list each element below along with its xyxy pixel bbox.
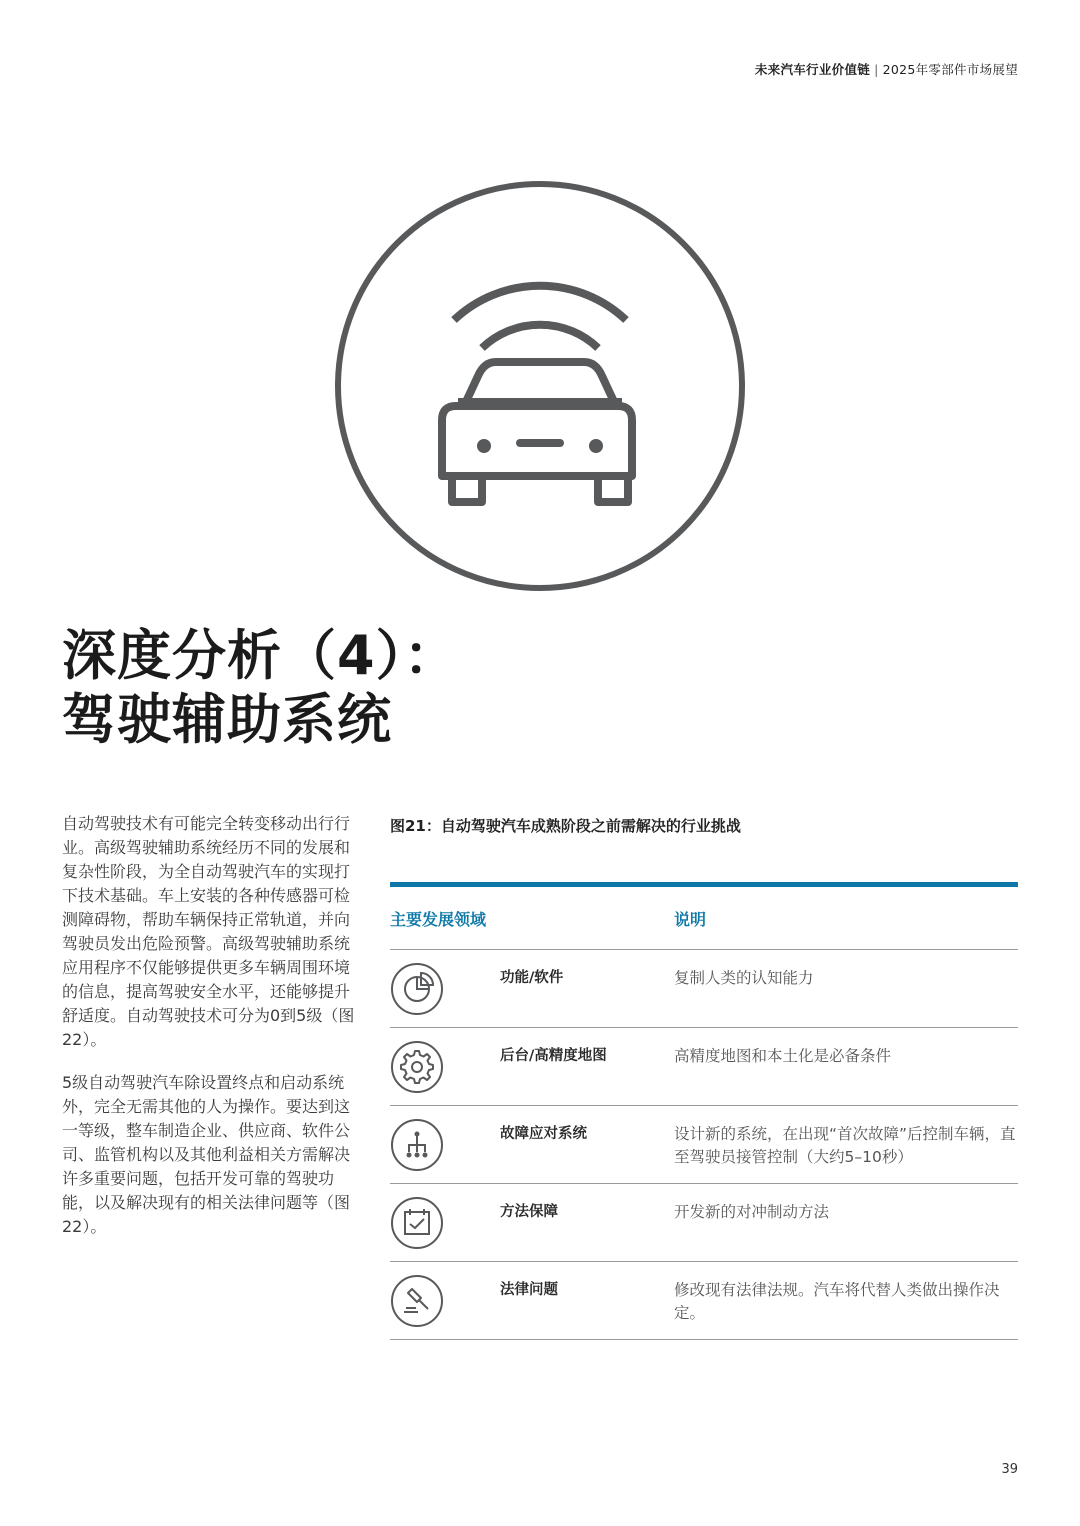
calendar-check-icon	[390, 1196, 444, 1250]
figure-21	[390, 814, 1018, 1340]
body-paragraph: 自动驾驶技术有可能完全转变移动出行行业。高级驾驶辅助系统经历不同的发展和复杂性阶段，为全自动驾驶汽车的实现打下技术基础。车上安装的各种传感器可检测障碍物，帮助车辆保持正常轨道，并向驾驶员发出危险预警。高级驾驶辅助系统应用程序不仅能够提供更多车辆周围环境的信息，提高驾驶安全水平，还能够提升舒适度。自动驾驶技术可分为0到5级（图22）。	[62, 814, 355, 1049]
row-area: 后台/高精度地图	[500, 1048, 607, 1064]
gear-icon	[390, 1040, 444, 1094]
table-row	[390, 1028, 1018, 1106]
header-series: 未来汽车行业价值链	[754, 62, 871, 77]
column-header-description: 说明	[674, 909, 707, 929]
header-separator: |	[874, 62, 879, 77]
body-paragraph: 5级自动驾驶汽车除设置终点和启动系统外，完全无需其他的人为操作。要达到这一等级，整车制造企业、供应商、软件公司、监管机构以及其他利益相关方需解决许多重要问题，包括开发可靠的驾驶功能，以及解决现有的相关法律问题等（图22）。	[62, 1073, 351, 1236]
row-area: 方法保障	[500, 1204, 558, 1220]
row-description: 设计新的系统，在出现“首次故障”后控制车辆，直至驾驶员接管控制（大约5–10秒）	[674, 1125, 1016, 1166]
table-row	[390, 1262, 1018, 1340]
row-description: 修改现有法律法规。汽车将代替人类做出操作决定。	[674, 1281, 1000, 1322]
table-header	[390, 887, 1018, 950]
section-title	[62, 624, 459, 752]
table-row	[390, 950, 1018, 1028]
row-description: 开发新的对冲制动方法	[674, 1203, 830, 1221]
gavel-icon	[390, 1274, 444, 1328]
section-title-line-2: 驾驶辅助系统	[62, 688, 392, 751]
header-subtitle: 2025年零部件市场展望	[882, 62, 1018, 77]
autonomous-car-signal-icon	[334, 180, 746, 592]
pie-chart-icon	[390, 962, 444, 1016]
table-row	[390, 1184, 1018, 1262]
row-description: 高精度地图和本土化是必备条件	[674, 1047, 892, 1065]
page-number: 39	[1001, 1462, 1018, 1477]
running-header	[755, 60, 1018, 78]
row-description: 复制人类的认知能力	[674, 969, 814, 987]
row-area: 功能/软件	[500, 970, 564, 986]
figure-caption: 图21：自动驾驶汽车成熟阶段之前需解决的行业挑战	[390, 817, 741, 835]
body-text	[62, 812, 362, 1258]
row-area: 故障应对系统	[500, 1126, 587, 1142]
row-area: 法律问题	[500, 1282, 558, 1298]
network-tree-icon	[390, 1118, 444, 1172]
table-row	[390, 1106, 1018, 1184]
column-header-area: 主要发展领域	[390, 909, 487, 929]
section-title-line-1: 深度分析（4）：	[62, 624, 459, 687]
